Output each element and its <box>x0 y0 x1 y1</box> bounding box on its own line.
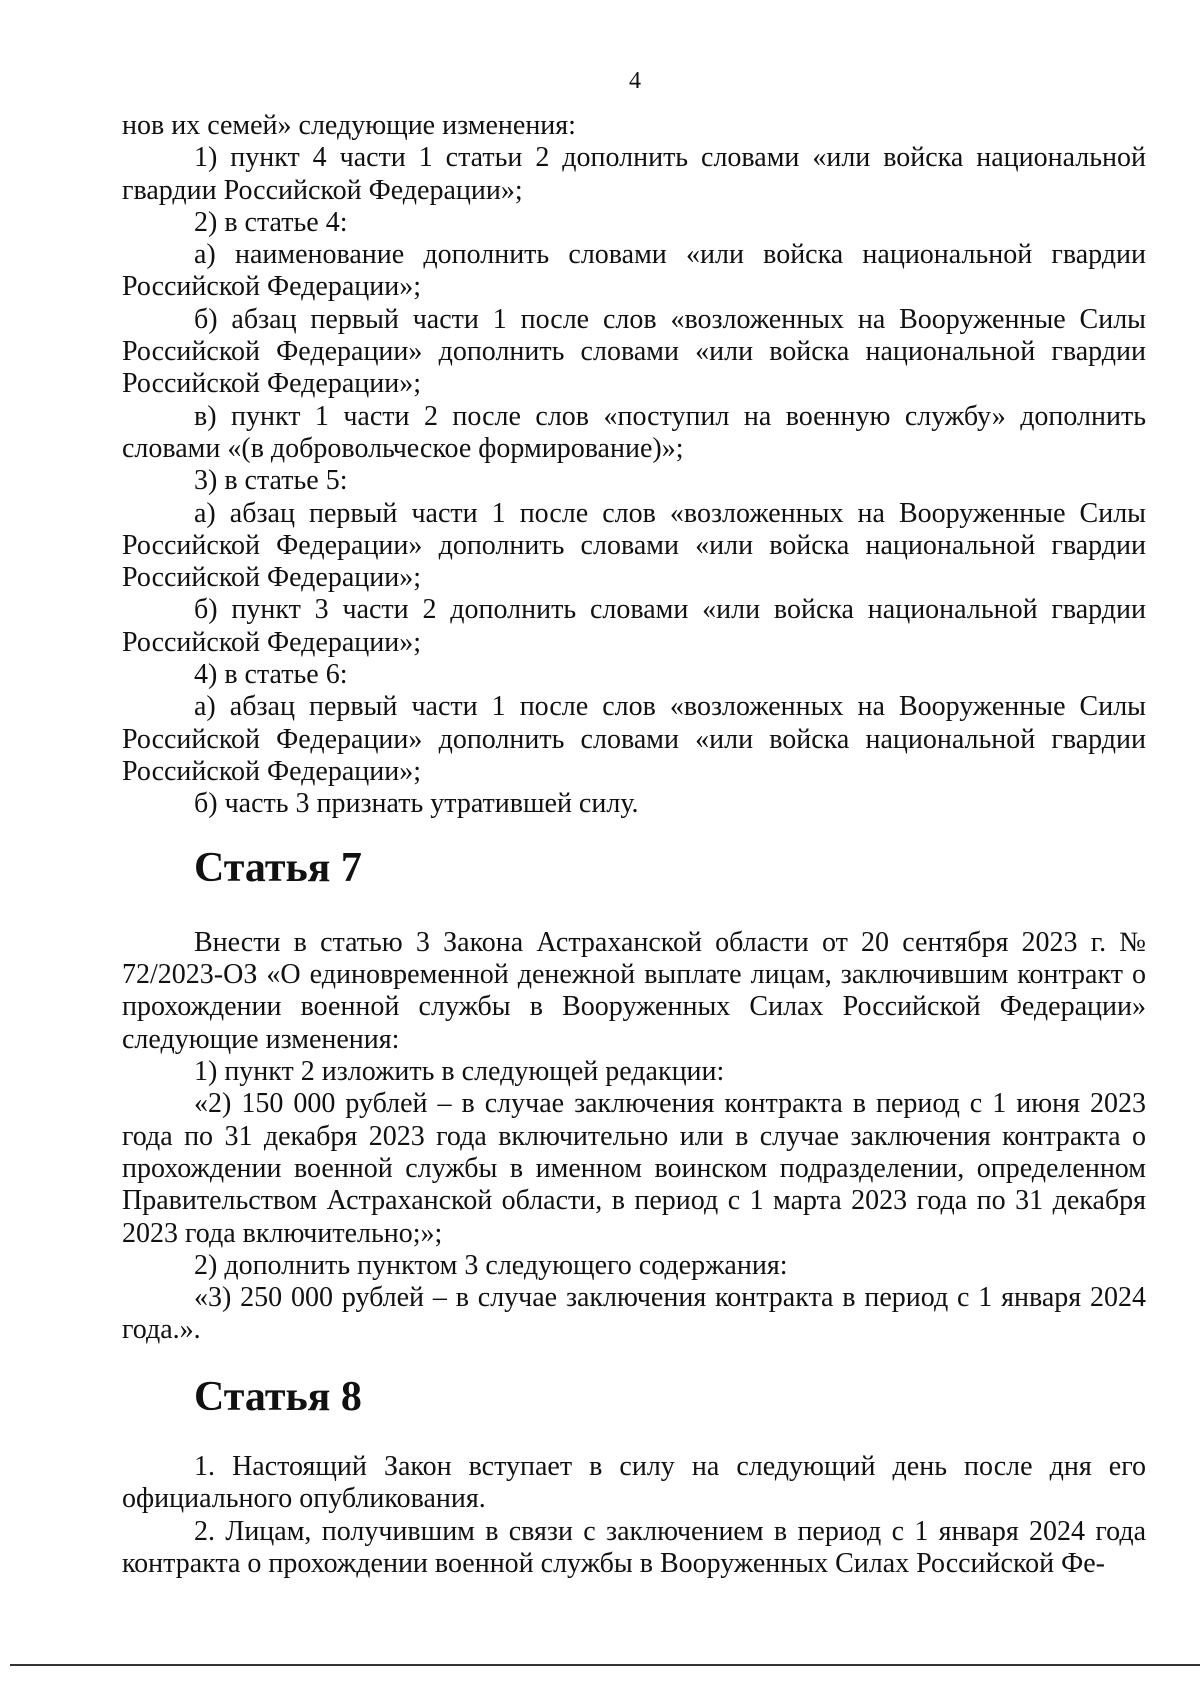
paragraph-item-2b: б) абзац первый части 1 после слов «возложенных на Вооруженные Силы Российской Федерации» дополнить словами «или войска национальной гвардии Российской Федерации»; <box>122 303 1146 400</box>
paragraph-item-4: 4) в статье 6: <box>194 659 348 691</box>
article-8-item-1: 1. Настоящий Закон вступает в силу на следующий день после дня его официального опубликования. <box>122 1450 1146 1515</box>
article-8-heading: Статья 8 <box>194 1373 362 1420</box>
article-7-intro: Внести в статью 3 Закона Астраханской области от 20 сентября 2023 г. № 72/2023-ОЗ «О единовременной денежной выплате лицам, заключившим контракт о прохождении военной службы в Вооруженных Силах Российской Федерации» следующие изменения: <box>122 926 1146 1055</box>
paragraph-item-2v: в) пункт 1 части 2 после слов «поступил на военную службу» дополнить словами «(в добровольческое формирование)»; <box>122 400 1146 464</box>
article-7-item-2-text: «3) 250 000 рублей – в случае заключения контракта в период с 1 января 2024 года.». <box>122 1282 1146 1346</box>
bottom-rule <box>10 1664 1200 1666</box>
article-7-item-2: 2) дополнить пунктом 3 следующего содержания: <box>194 1249 788 1281</box>
document-body <box>122 110 1146 1580</box>
article-7-item-1: 1) пункт 2 изложить в следующей редакции: <box>194 1056 725 1088</box>
article-7-heading: Статья 7 <box>194 844 362 891</box>
paragraph-item-2a: а) наименование дополнить словами «или войска национальной гвардии Российской Федерации»; <box>122 239 1146 303</box>
paragraph-item-4a: а) абзац первый части 1 после слов «возложенных на Вооруженные Силы Российской Федерации» дополнить словами «или войска национальной гвардии Российской Федерации»; <box>122 691 1146 787</box>
paragraph-item-1: 1) пункт 4 части 1 статьи 2 дополнить словами «или войска национальной гвардии Российской Федерации»; <box>122 142 1146 206</box>
paragraph-item-3b: б) пункт 3 части 2 дополнить словами «или войска национальной гвардии Российской Федерации»; <box>122 594 1146 658</box>
paragraph-item-3: 3) в статье 5: <box>194 465 348 497</box>
paragraph-item-4b: б) часть 3 признать утратившей силу. <box>194 788 639 820</box>
paragraph-item-2: 2) в статье 4: <box>194 206 348 238</box>
article-8-item-2: 2. Лицам, получившим в связи с заключением в период с 1 января 2024 года контракта о прохождении военной службы в Вооруженных Силах Российской Фе- <box>122 1515 1146 1579</box>
article-7-item-1-text: «2) 150 000 рублей – в случае заключения контракта в период с 1 июня 2023 года по 31 декабря 2023 года включительно или в случае заключения контракта о прохождении военной службы в именном воинском подразделении, определенном Правительством Астраханской области, в период с 1 марта 2023 года по 31 декабря 2023 года включительно;»; <box>122 1088 1146 1249</box>
paragraph-item-3a: а) абзац первый части 1 после слов «возложенных на Вооруженные Силы Российской Федерации» дополнить словами «или войска национальной гвардии Российской Федерации»; <box>122 497 1146 594</box>
page-number: 4 <box>629 68 641 94</box>
paragraph-continuation: нов их семей» следующие изменения: <box>122 110 576 141</box>
